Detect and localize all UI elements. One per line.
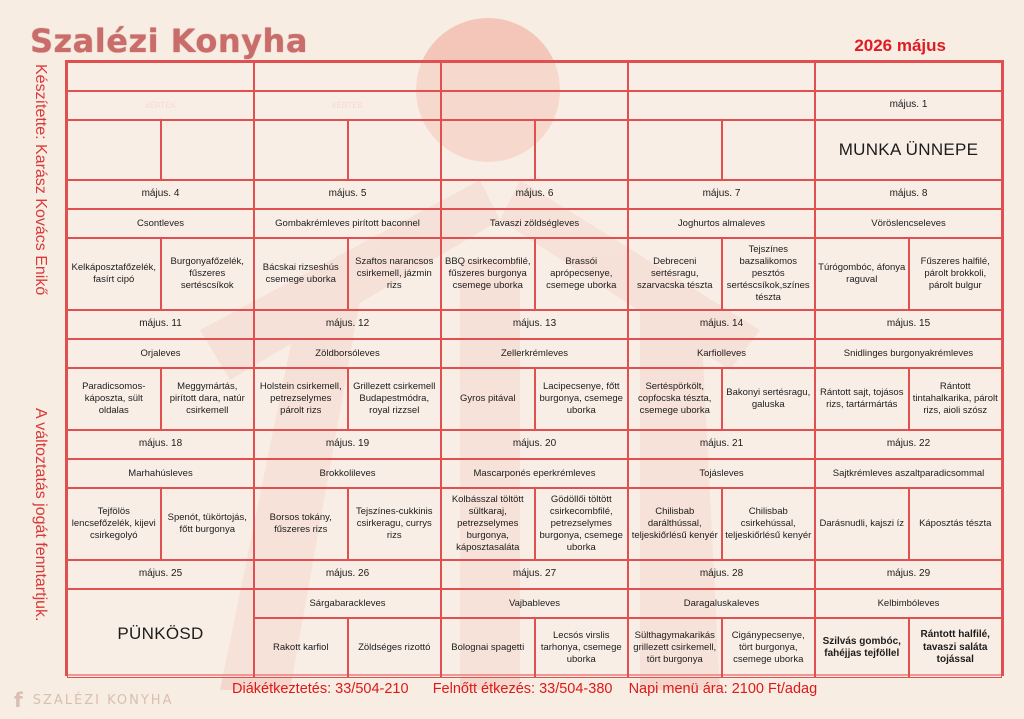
soup-cell: Marhahúsleves [67, 459, 254, 488]
main-course-cell: Szilvás gombóc, fahéjjas tejföllel [815, 618, 909, 678]
empty-cell [628, 62, 815, 91]
day-header: május. 8 [815, 180, 1002, 209]
soup-cell: Zellerkrémleves [441, 339, 628, 368]
main-course-cell: Zöldséges rizottó [348, 618, 442, 678]
empty-cell [815, 62, 1002, 91]
day-header: május. 29 [815, 560, 1002, 589]
main-course-cell: Lecsós virslis tarhonya, csemege uborka [535, 618, 629, 678]
holiday-label: MUNKA ÜNNEPE [815, 120, 1002, 180]
day-header: május. 19 [254, 430, 441, 459]
main-course-cell: BBQ csirkecombfilé, fűszeres burgonya csemege uborka [441, 238, 535, 310]
month-title: 2026 május [854, 36, 946, 55]
day-header: május. 6 [441, 180, 628, 209]
soup-cell: Snidlinges burgonyakrémleves [815, 339, 1002, 368]
day-header: május. 15 [815, 310, 1002, 339]
empty-cell [722, 120, 816, 180]
main-course-cell: Darásnudli, kajszi íz [815, 488, 909, 560]
main-course-cell: Tejfölös lencsefőzelék, kijevi csirkegolyó [67, 488, 161, 560]
day-header: május. 13 [441, 310, 628, 339]
empty-cell [254, 120, 348, 180]
main-course-cell: Gyros pitával [441, 368, 535, 430]
main-course-cell: Sertéspörkölt, copfocska tészta, csemege uborka [628, 368, 722, 430]
empty-cell [535, 120, 629, 180]
main-course-cell: Chilisbab csirkehússal, teljeskiőrlésű kenyér [722, 488, 816, 560]
empty-cell [161, 120, 255, 180]
day-header: május. 4 [67, 180, 254, 209]
soup-cell: Csontleves [67, 209, 254, 238]
main-course-cell: Cigánypecsenye, tört burgonya, csemege uborka [722, 618, 816, 678]
soup-cell: Sárgabarackleves [254, 589, 441, 618]
soup-cell: Tavaszi zöldségleves [441, 209, 628, 238]
day-header: május. 12 [254, 310, 441, 339]
contact-footer: Diákétkeztetés: 33/504-210 Felnőtt étkezés: 33/504-380 Napi menü ára: 2100 Ft/adag [232, 681, 818, 697]
empty-cell [628, 91, 815, 120]
day-header: május. 27 [441, 560, 628, 589]
main-course-cell: Tejszínes-cukkinis csirkeragu, currys rizs [348, 488, 442, 560]
main-course-cell: Meggymártás, pirított dara, natúr csirkemell [161, 368, 255, 430]
main-course-cell: Rántott halfilé, tavaszi saláta tojással [909, 618, 1003, 678]
main-course-cell: Lacipecsenye, főtt burgonya, csemege uborka [535, 368, 629, 430]
empty-cell [67, 120, 161, 180]
empty-cell [441, 120, 535, 180]
day-header: május. 25 [67, 560, 254, 589]
main-course-cell: Holstein csirkemell, petrezselymes párolt rizs [254, 368, 348, 430]
main-course-cell: Brassói aprópecsenye, csemege uborka [535, 238, 629, 310]
main-course-cell: Kelkáposztafőzelék, fasírt cipó [67, 238, 161, 310]
main-course-cell: Sülthagymakarikás grillezett csirkemell, tört burgonya [628, 618, 722, 678]
day-header: május. 5 [254, 180, 441, 209]
day-header: május. 28 [628, 560, 815, 589]
soup-cell: Joghurtos almaleves [628, 209, 815, 238]
soup-cell: Daragaluskaleves [628, 589, 815, 618]
main-course-cell: Gödöllői töltött csirkecombfilé, petrezselymes burgonya, csemege uborka [535, 488, 629, 560]
main-course-cell: Burgonyafőzelék, fűszeres sertéscsíkok [161, 238, 255, 310]
day-placeholder: #ÉRTÉK [441, 91, 628, 120]
author-credit: Készítette: Karász Kovács Enikő [32, 64, 49, 296]
main-course-cell: Fűszeres halfilé, párolt brokkoli, párolt bulgur [909, 238, 1003, 310]
brand-logo: Szalézi Konyha [30, 22, 308, 60]
rights-notice: A változtatás jogát fenntartjuk. [32, 408, 49, 622]
main-course-cell: Borsos tokány, fűszeres rizs [254, 488, 348, 560]
soup-cell: Brokkolileves [254, 459, 441, 488]
facebook-icon: f [14, 688, 25, 712]
empty-cell [348, 120, 442, 180]
main-course-cell: Rántott sajt, tojásos rizs, tartármártás [815, 368, 909, 430]
main-course-cell: Grillezett csirkemell Budapestmódra, royal rizzsel [348, 368, 442, 430]
main-course-cell: Rántott tintahalkarika, párolt rizs, aioli szósz [909, 368, 1003, 430]
main-course-cell: Túrógombóc, áfonya raguval [815, 238, 909, 310]
soup-cell: Karfiolleves [628, 339, 815, 368]
menu-table [65, 60, 1004, 676]
empty-cell [441, 62, 628, 91]
day-header: május. 21 [628, 430, 815, 459]
main-course-cell: Debreceni sertésragu, szarvacska tészta [628, 238, 722, 310]
main-course-cell: Paradicsomos-káposzta, sült oldalas [67, 368, 161, 430]
day-header: május. 11 [67, 310, 254, 339]
soup-cell: Kelbimbóleves [815, 589, 1002, 618]
main-course-cell: Kolbásszal töltött sültkaraj, petrezselymes burgonya, káposztasaláta [441, 488, 535, 560]
soup-cell: Sajtkrémleves aszaltparadicsommal [815, 459, 1002, 488]
day-header: május. 22 [815, 430, 1002, 459]
main-course-cell: Spenót, tükörtojás, főtt burgonya [161, 488, 255, 560]
soup-cell: Zöldborsóleves [254, 339, 441, 368]
main-course-cell: Szaftos narancsos csirkemell, jázmin rizs [348, 238, 442, 310]
empty-cell [67, 62, 254, 91]
day-header: május. 26 [254, 560, 441, 589]
main-course-cell: Bakonyi sertésragu, galuska [722, 368, 816, 430]
main-course-cell: Bácskai rizseshús csemege uborka [254, 238, 348, 310]
soup-cell: Mascarponés eperkrémleves [441, 459, 628, 488]
holiday-label: PÜNKÖSD [67, 589, 254, 678]
day-header: május. 7 [628, 180, 815, 209]
day-header: május. 1 [815, 91, 1002, 120]
soup-cell: Tojásleves [628, 459, 815, 488]
soup-cell: Orjaleves [67, 339, 254, 368]
main-course-cell: Káposztás tészta [909, 488, 1003, 560]
day-placeholder: #ÉRTÉK [254, 91, 441, 120]
day-header: május. 14 [628, 310, 815, 339]
facebook-label: SZALÉZI KONYHA [32, 692, 174, 708]
soup-cell: Vöröslencseleves [815, 209, 1002, 238]
empty-cell [254, 62, 441, 91]
main-course-cell: Rakott karfiol [254, 618, 348, 678]
soup-cell: Vajbableves [441, 589, 628, 618]
day-placeholder: #ÉRTÉK [67, 91, 254, 120]
empty-cell [628, 120, 722, 180]
facebook-link[interactable] [14, 688, 173, 712]
main-course-cell: Tejszínes bazsalikomos pesztós sertéscsíkok,színes tészta [722, 238, 816, 310]
main-course-cell: Chilisbab darálthússal, teljeskiőrlésű kenyér [628, 488, 722, 560]
main-course-cell: Bolognai spagetti [441, 618, 535, 678]
day-header: május. 18 [67, 430, 254, 459]
soup-cell: Gombakrémleves pirított baconnel [254, 209, 441, 238]
day-header: május. 20 [441, 430, 628, 459]
